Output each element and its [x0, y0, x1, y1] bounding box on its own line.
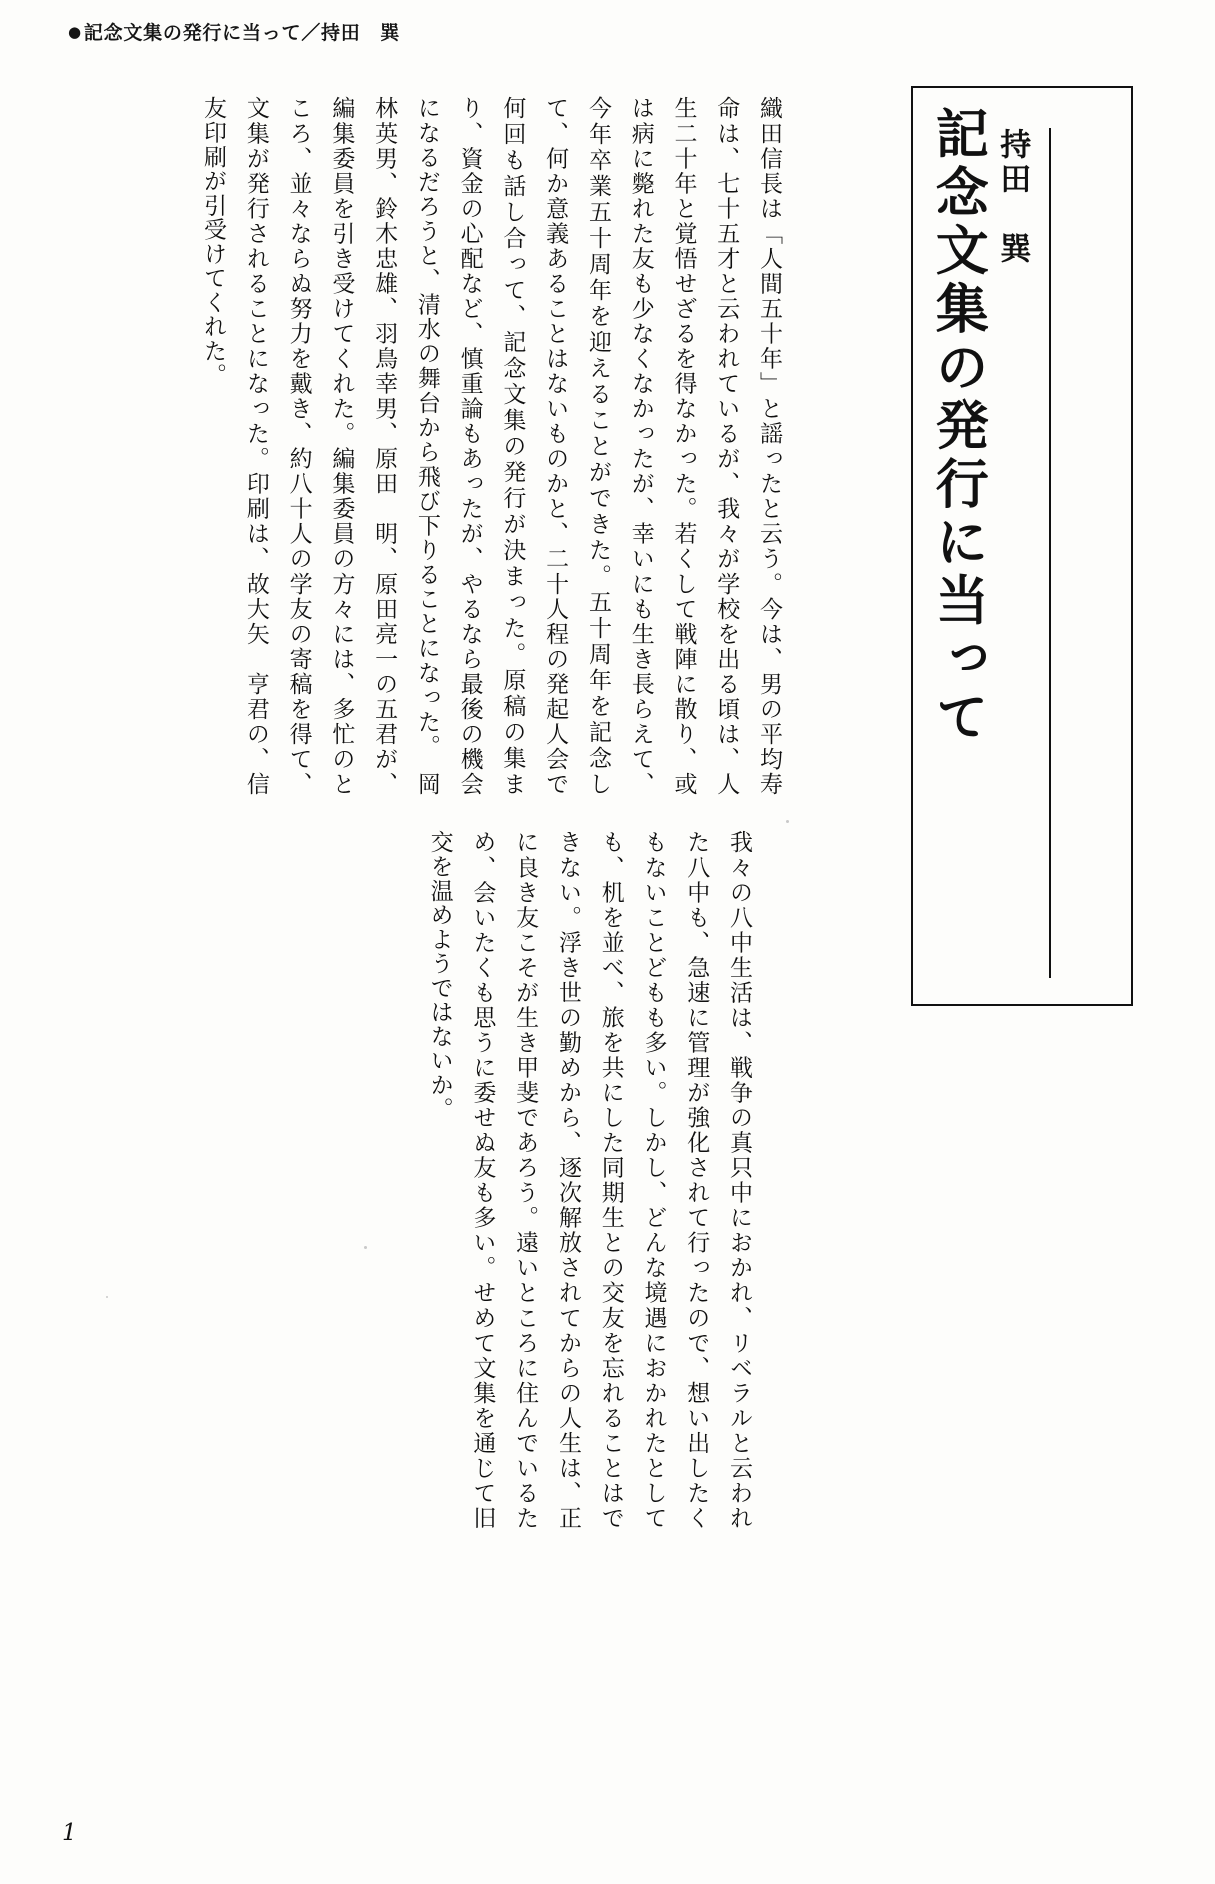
title-box: [911, 86, 1133, 1006]
paper-speck: [364, 1246, 367, 1249]
paper-speck: [786, 820, 789, 823]
bullet-icon: ●: [68, 23, 82, 41]
body-paragraph-upper: [60, 96, 790, 796]
page-title: 記念文集の発行に当って: [927, 106, 989, 748]
author-rule: [990, 128, 1051, 978]
body-text-lower: 我々の八中生活は、戦争の真只中におかれ、リベラルと云われた八中も、急速に管理が強化されて行ったので、想い出したくもないことどもも多い。しかし、どんな境遇におかれたとしても、机を並べ、旅を共にした同期生との交友を忘れることはできない。浮き世の勤めから、逐次解放されてからの人生は、正に良き友こそが生き甲斐であろう。遠いところに住んでいるため、会いたくも思うに委せぬ友も多い。せめて文集を通じて旧交を温めようではないか。: [426, 830, 752, 1530]
running-head: [68, 18, 400, 45]
body-text-upper: 織田信長は「人間五十年」と謡ったと云う。今は、男の平均寿命は、七十五才と云われているが、我々が学校を出る頃は、人生二十年と覚悟せざるを得なかった。若くして戦陣に散り、或は病に斃れた友も少なくなかったが、幸いにも生き長らえて、今年卒業五十周年を迎えることができた。五十周年を記念して、何か意義あることはないものかと、二十人程の発起人会で何回も話し合って、記念文集の発行が決まった。原稿の集まり、資金の心配など、慎重論もあったが、やるなら最後の機会になるだろうと、清水の舞台から飛び下りることになった。 岡林英男、鈴木忠雄、羽鳥幸男、原田 明、原田亮一の五君が、編集委員を引き受けてくれた。編集委員の方々には、多忙のところ、並々ならぬ努力を戴き、約八十人の学友の寄稿を得て、文集が発行されることになった。印刷は、故大矢 亨君の、信友印刷が引受けてくれた。: [200, 96, 782, 796]
paper-speck: [106, 1296, 108, 1298]
body-paragraph-lower: [340, 830, 760, 1530]
author-name: 持田 巽: [994, 128, 1031, 267]
page-number: 1: [62, 1820, 77, 1846]
running-head-text: 記念文集の発行に当って／持田 巽: [83, 22, 401, 44]
